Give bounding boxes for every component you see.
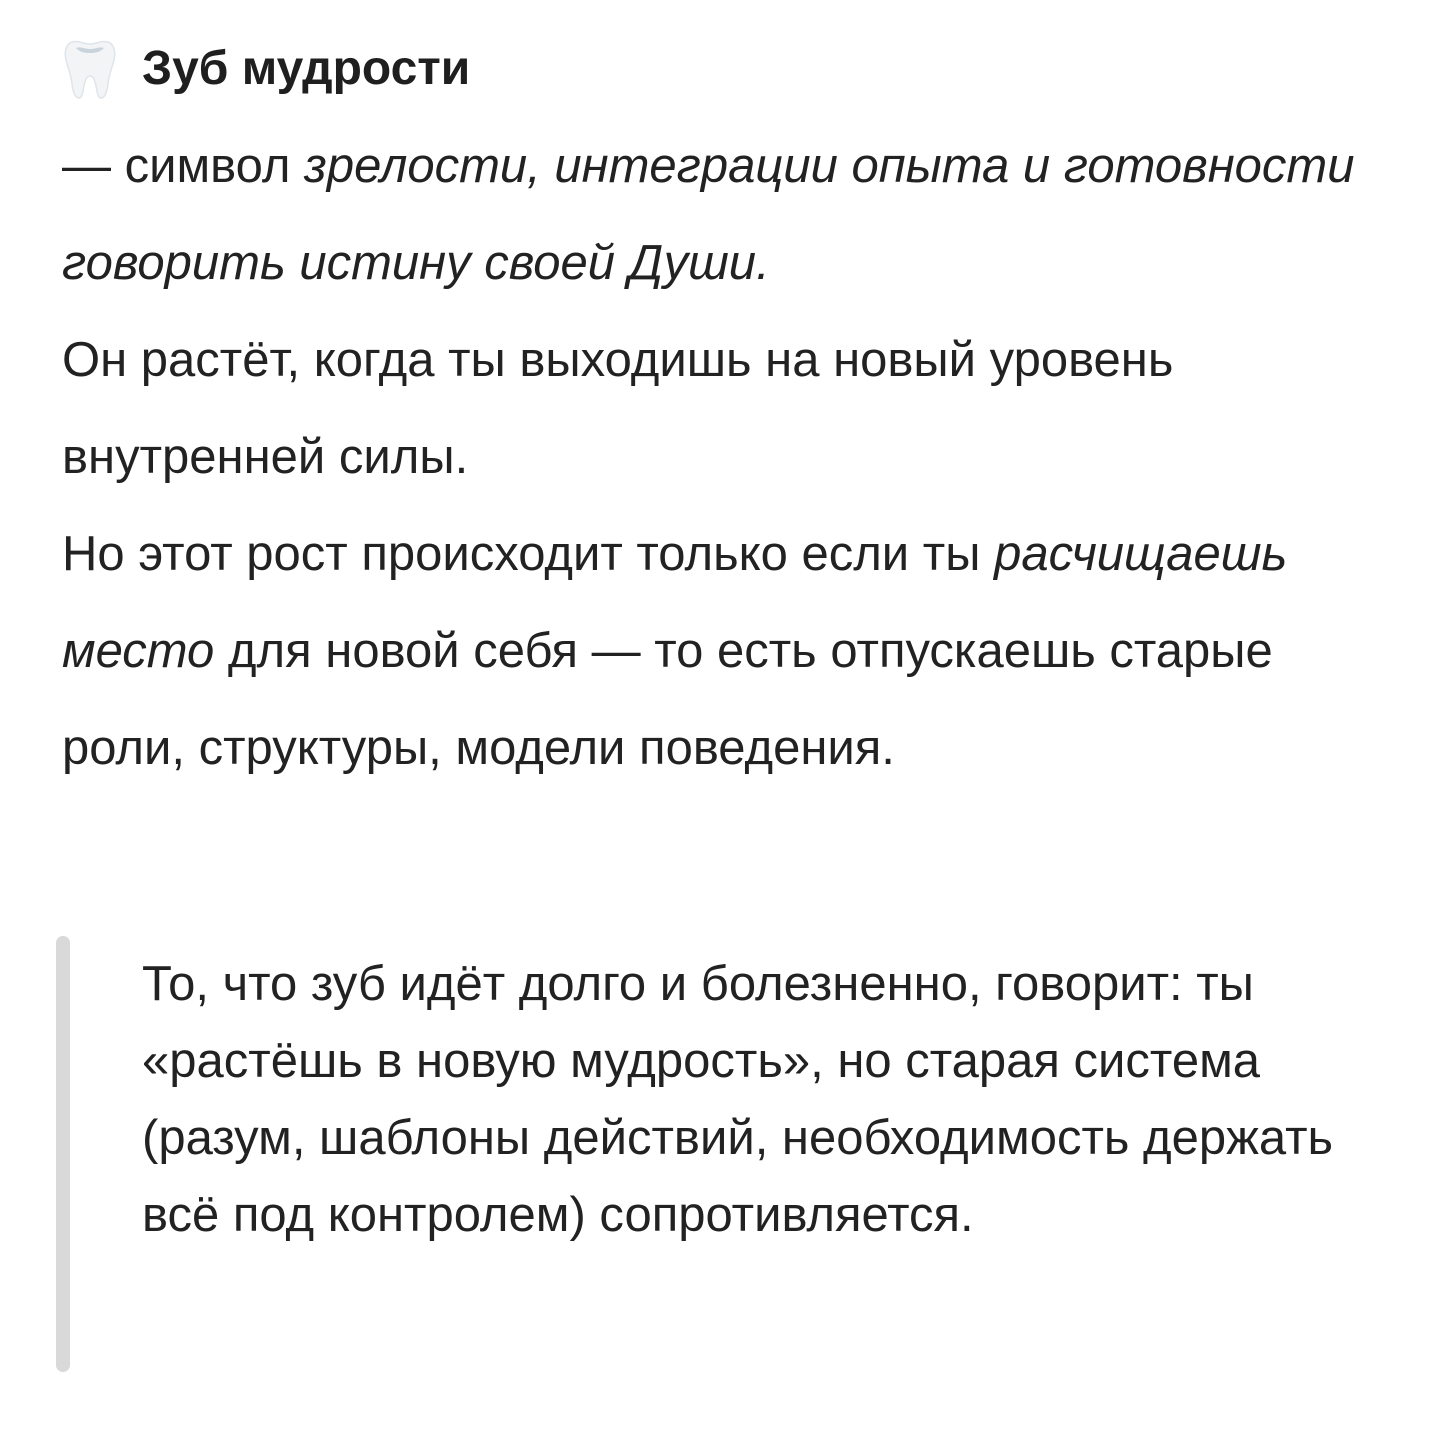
tooth-icon <box>62 36 118 100</box>
post-header <box>62 28 470 108</box>
paragraph-symbol-lead: — символ <box>62 139 305 193</box>
post-body <box>62 118 1402 797</box>
paragraph-symbol-emphasis: зрелости, интеграции опыта и готовности говорить истину своей Души. <box>62 139 1355 290</box>
blockquote-text: То, что зуб идёт долго и болезненно, говорит: ты «растёшь в новую мудрость», но старая система (разум, шаблоны действий, необходимость держать всё под контролем) сопротивляется. <box>142 957 1334 1242</box>
blockquote-bar <box>56 936 70 1372</box>
paragraph-clearing-rest: для новой себя — то есть отпускаешь старые роли, структуры, модели поведения. <box>62 624 1273 775</box>
paragraph-symbol <box>62 118 1402 312</box>
paragraph-growth: Он растёт, когда ты выходишь на новый уровень внутренней силы. <box>62 333 1174 484</box>
paragraph-clearing-lead: Но этот рост происходит только если ты <box>62 527 995 581</box>
post-title: Зуб мудрости <box>142 41 471 95</box>
paragraph-clearing <box>62 506 1402 797</box>
paragraph-clearing-emphasis: расчищаешь место <box>62 527 1288 678</box>
blockquote <box>56 936 1386 1372</box>
